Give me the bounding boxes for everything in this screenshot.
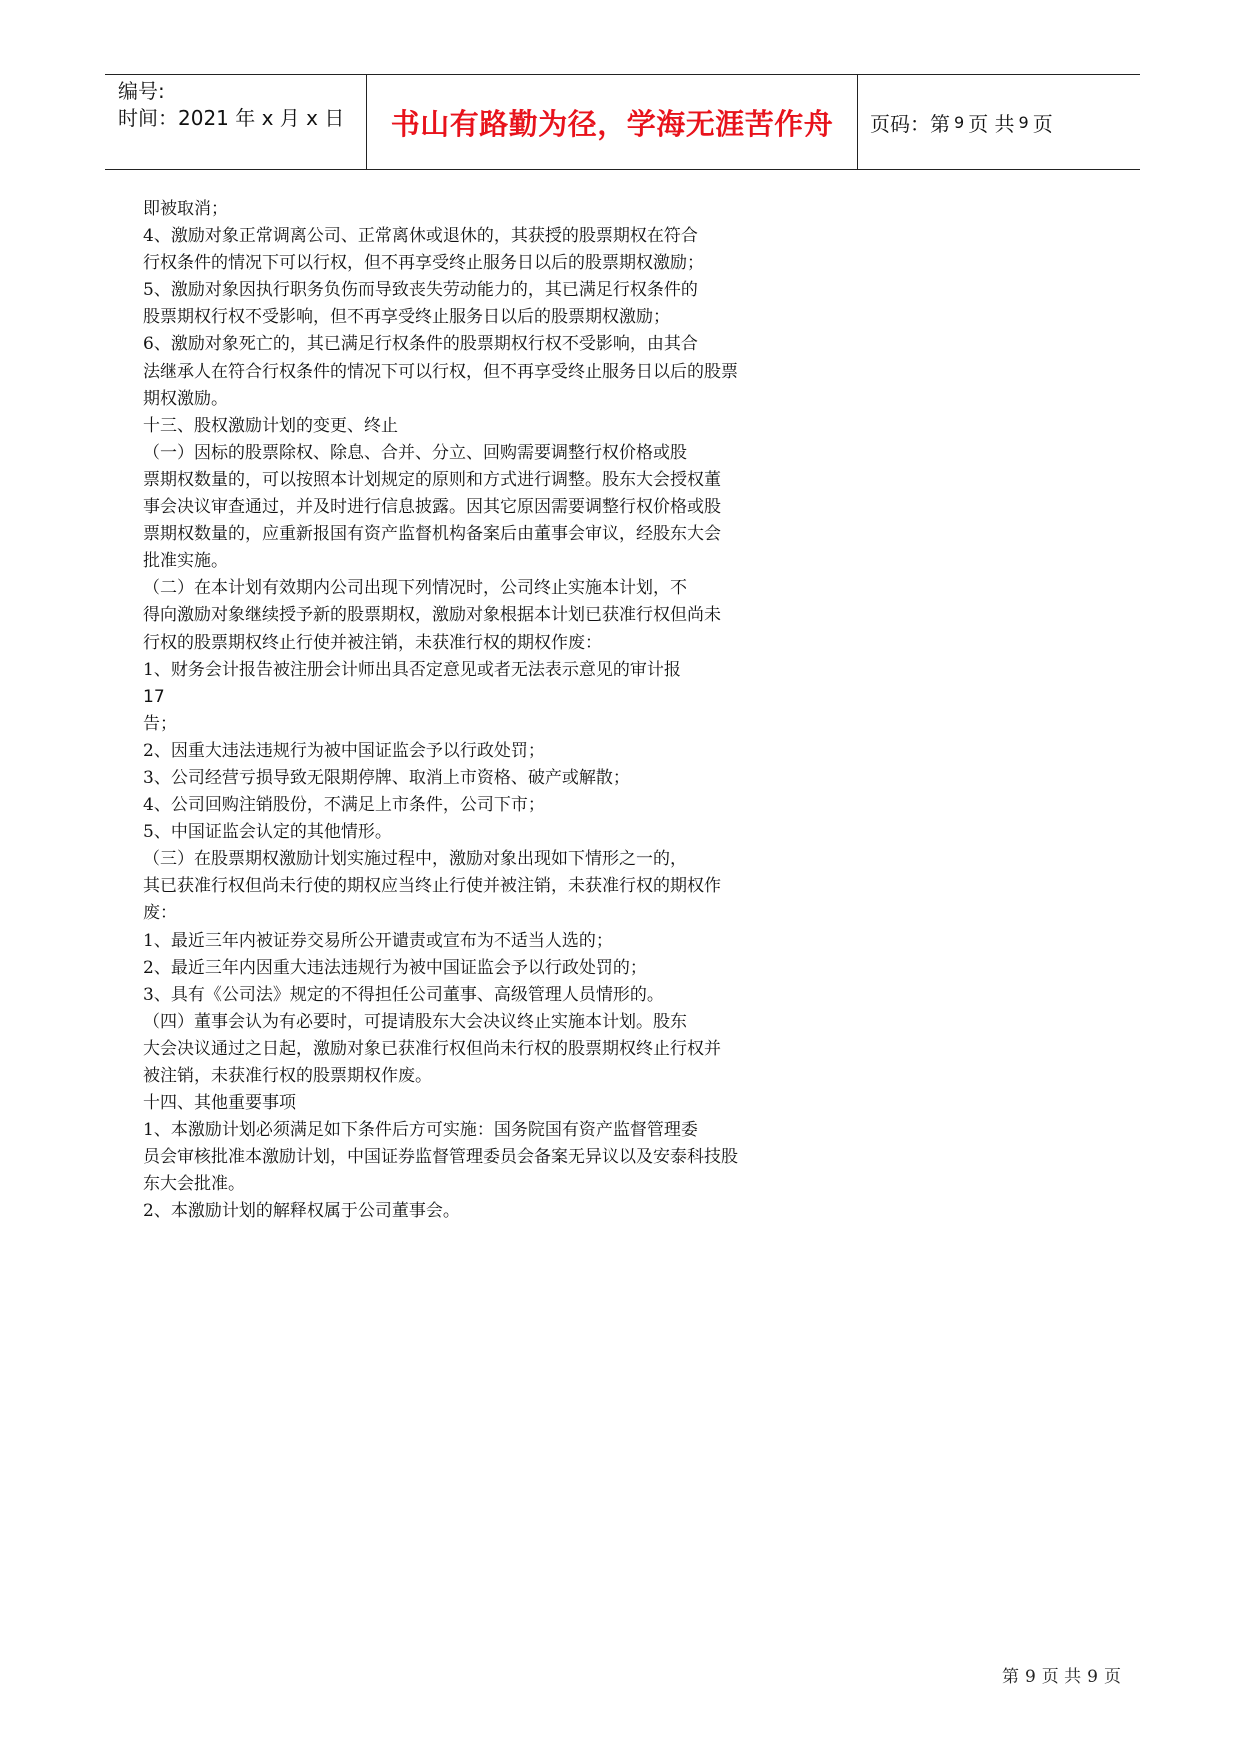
body-line: 1、最近三年内被证券交易所公开谴责或宣布为不适当人选的； bbox=[143, 930, 613, 951]
body-line: 大会决议通过之日起，激励对象已获准行权但尚未行权的股票期权终止行权并 bbox=[143, 1038, 721, 1059]
body-line: 批准实施。 bbox=[143, 551, 228, 572]
page-footer bbox=[999, 1662, 1124, 1687]
body-line: 行权的股票期权终止行使并被注销，未获准行权的期权作废： bbox=[143, 632, 602, 653]
document-body bbox=[143, 196, 823, 1226]
page-info-total: 9 bbox=[1018, 112, 1029, 132]
body-line: （三）在股票期权激励计划实施过程中，激励对象出现如下情形之一的， bbox=[143, 849, 687, 870]
page-info-middle: 页 共 bbox=[968, 111, 1015, 136]
body-line: 废： bbox=[143, 903, 177, 924]
body-line: 告； bbox=[143, 713, 177, 734]
time-label: 时间：2021 年 x 月 x 日 bbox=[118, 106, 345, 130]
body-line: 5、中国证监会认定的其他情形。 bbox=[143, 822, 392, 843]
header-motto: 书山有路勤为径，学海无涯苦作舟 bbox=[367, 75, 858, 169]
section-heading: 十三、股权激励计划的变更、终止 bbox=[143, 415, 398, 436]
body-line: 事会决议审查通过，并及时进行信息披露。因其它原因需要调整行权价格或股 bbox=[143, 497, 721, 518]
header-meta bbox=[105, 75, 367, 169]
body-line: 4、公司回购注销股份，不满足上市条件，公司下市； bbox=[143, 795, 545, 816]
body-line: 票期权数量的，可以按照本计划规定的原则和方式进行调整。股东大会授权董 bbox=[143, 469, 721, 490]
body-line: 2、因重大违法违规行为被中国证监会予以行政处罚； bbox=[143, 740, 545, 761]
body-line: 期权激励。 bbox=[143, 388, 228, 409]
page-info-suffix: 页 bbox=[1032, 111, 1053, 136]
body-line: 被注销，未获准行权的股票期权作废。 bbox=[143, 1066, 432, 1086]
body-line: 员会审核批准本激励计划，中国证券监督管理委员会备案无异议以及安泰科技股 bbox=[143, 1147, 738, 1168]
body-line: 即被取消； bbox=[143, 199, 228, 219]
body-line: 得向激励对象继续授予新的股票期权，激励对象根据本计划已获准行权但尚未 bbox=[143, 605, 721, 626]
body-line: （四）董事会认为有必要时，可提请股东大会决议终止实施本计划。股东 bbox=[143, 1011, 687, 1032]
footer-prefix: 第 bbox=[1001, 1667, 1019, 1687]
body-line: （一）因标的股票除权、除息、合并、分立、回购需要调整行权价格或股 bbox=[143, 442, 687, 463]
body-line: 1、本激励计划必须满足如下条件后方可实施：国务院国有资产监督管理委 bbox=[143, 1120, 698, 1141]
body-line: 2、本激励计划的解释权属于公司董事会。 bbox=[143, 1201, 460, 1222]
footer-current-page: 9 bbox=[1024, 1667, 1036, 1687]
body-line: 行权条件的情况下可以行权，但不再享受终止服务日以后的股票期权激励； bbox=[143, 253, 704, 274]
page-info-current: 9 bbox=[954, 112, 965, 132]
body-line: 5、激励对象因执行职务负伤而导致丧失劳动能力的，其已满足行权条件的 bbox=[143, 280, 698, 301]
body-line: 其已获准行权但尚未行使的期权应当终止行使并被注销，未获准行权的期权作 bbox=[143, 876, 721, 897]
body-line: 1、财务会计报告被注册会计师出具否定意见或者无法表示意见的审计报 bbox=[143, 659, 681, 680]
body-line: 票期权数量的，应重新报国有资产监督机构备案后由董事会审议，经股东大会 bbox=[143, 524, 721, 545]
body-line: 3、公司经营亏损导致无限期停牌、取消上市资格、破产或解散； bbox=[143, 767, 630, 788]
body-line: 4、激励对象正常调离公司、正常离休或退休的，其获授的股票期权在符合 bbox=[143, 226, 698, 247]
document-header bbox=[105, 74, 1140, 170]
header-page-info bbox=[858, 75, 1140, 169]
section-heading: 十四、其他重要事项 bbox=[143, 1093, 296, 1114]
serial-label: 编号: bbox=[118, 79, 165, 103]
body-line: 法继承人在符合行权条件的情况下可以行权，但不再享受终止服务日以后的股票 bbox=[143, 361, 738, 382]
footer-total-pages: 9 bbox=[1087, 1667, 1098, 1687]
footer-middle: 页 共 bbox=[1041, 1667, 1082, 1687]
body-line: 3、具有《公司法》规定的不得担任公司董事、高级管理人员情形的。 bbox=[143, 984, 664, 1005]
body-line: 股票期权行权不受影响，但不再享受终止服务日以后的股票期权激励； bbox=[143, 307, 670, 328]
body-line: 6、激励对象死亡的，其已满足行权条件的股票期权行权不受影响，由其合 bbox=[143, 334, 698, 355]
body-line: （二）在本计划有效期内公司出现下列情况时，公司终止实施本计划，不 bbox=[143, 578, 687, 599]
body-line: 东大会批准。 bbox=[143, 1174, 245, 1195]
inline-page-number: 17 bbox=[143, 686, 165, 707]
body-line: 2、最近三年内因重大违法违规行为被中国证监会予以行政处罚的； bbox=[143, 957, 647, 978]
footer-suffix: 页 bbox=[1104, 1667, 1121, 1687]
page-info-prefix: 页码：第 bbox=[870, 111, 950, 136]
